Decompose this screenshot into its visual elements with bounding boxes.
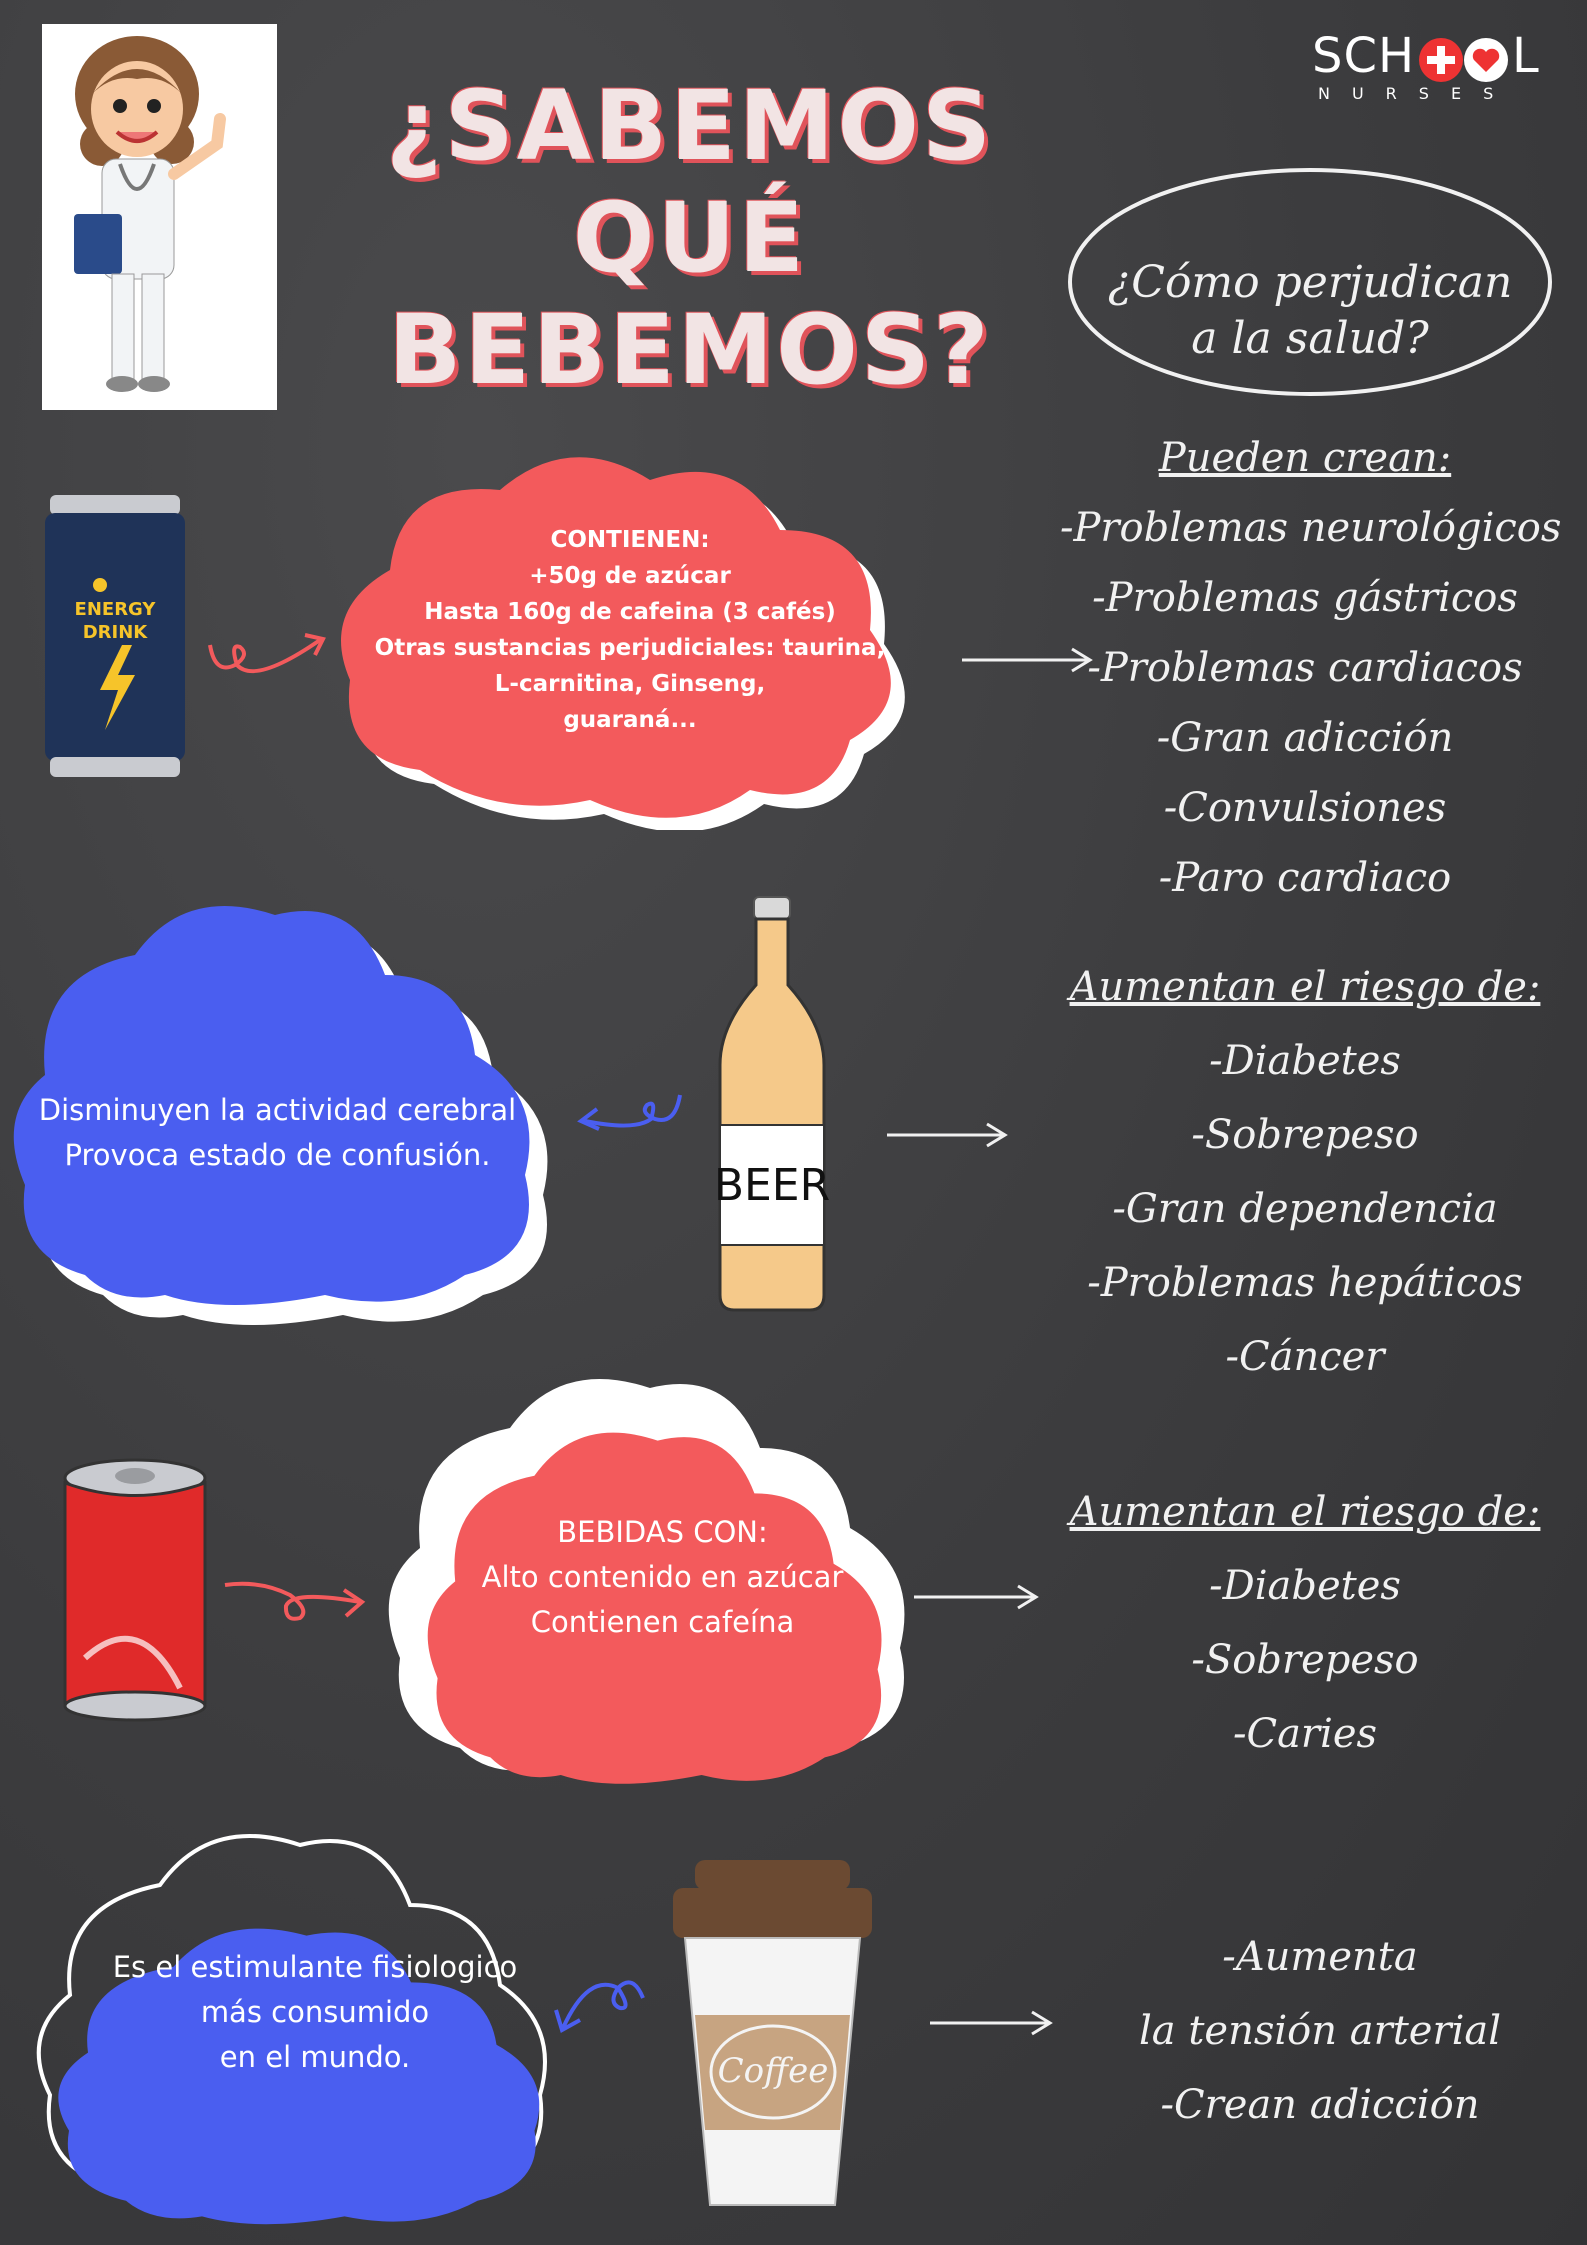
beer-bottle-icon <box>712 895 832 1315</box>
energy-cloud-line: CONTIENEN: <box>550 527 710 553</box>
beer-cloud-line: Disminuyen la actividad cerebral <box>38 1093 517 1127</box>
coffee-effect: -Aumenta <box>1222 1934 1418 1980</box>
soda-cloud-line: Alto contenido en azúcar <box>481 1560 844 1594</box>
beer-label: BEER <box>713 1160 831 1211</box>
energy-effect: -Gran adicción <box>1156 715 1454 761</box>
beer-effect: -Gran dependencia <box>1112 1186 1498 1232</box>
beer-cloud-text <box>25 1088 530 1178</box>
curly-arrow-icon <box>220 1570 370 1630</box>
energy-heading: Pueden crean: <box>1158 435 1452 481</box>
coffee-effect: -Crean adicción <box>1160 2082 1480 2128</box>
beer-effect: -Sobrepeso <box>1191 1112 1419 1158</box>
energy-cloud-line: Otras sustancias perjudiciales: taurina, <box>374 635 886 661</box>
energy-effect: -Problemas gástricos <box>1092 575 1518 621</box>
logo-suffix: L <box>1512 28 1540 84</box>
page-title <box>280 70 1100 406</box>
question-text: ¿Cómo perjudican a la salud? <box>1107 257 1513 364</box>
beer-effect: -Cáncer <box>1225 1334 1385 1380</box>
soda-cloud-line: Contienen cafeína <box>530 1605 795 1639</box>
soda-effect: -Caries <box>1232 1711 1378 1757</box>
curly-arrow-icon <box>575 1085 685 1135</box>
energy-effects <box>1060 423 1562 913</box>
coffee-effects <box>1090 1920 1550 2142</box>
soda-effects <box>1060 1475 1550 1771</box>
soda-heading: Aumentan el riesgo de: <box>1069 1489 1541 1535</box>
energy-cloud-line: L-carnitina, Ginseng, <box>494 671 766 697</box>
energy-cloud-line: guaraná... <box>563 707 697 733</box>
beer-effect: -Diabetes <box>1209 1038 1401 1084</box>
coffee-effect: la tensión arterial <box>1138 2008 1501 2054</box>
coffee-cloud-line: en el mundo. <box>219 2040 411 2074</box>
arrow-right-icon <box>885 1120 1010 1150</box>
energy-effect: -Problemas cardiacos <box>1087 645 1523 691</box>
coffee-cloud-line: Es el estimulante fisiologico <box>112 1950 518 1984</box>
logo-subtitle: NURSES <box>1318 84 1516 103</box>
energy-effect: -Paro cardiaco <box>1158 855 1452 901</box>
coffee-cloud-text <box>90 1945 540 2080</box>
energy-drink-can-icon <box>40 495 190 780</box>
can-label-1: ENERGY <box>74 599 156 620</box>
beer-effects <box>1060 950 1550 1394</box>
soda-can-icon <box>60 1458 210 1728</box>
soda-cloud-line: BEBIDAS CON: <box>557 1515 768 1549</box>
beer-effect: -Problemas hepáticos <box>1087 1260 1523 1306</box>
energy-cloud-line: Hasta 160g de cafeina (3 cafés) <box>424 599 836 625</box>
coffee-cloud-line: más consumido <box>200 1995 430 2029</box>
heart-icon <box>1462 36 1510 84</box>
soda-cloud-text <box>445 1510 880 1645</box>
logo-prefix: SCH <box>1312 28 1416 84</box>
energy-effect: -Problemas neurológicos <box>1060 505 1562 551</box>
soda-effect: -Sobrepeso <box>1191 1637 1419 1683</box>
coffee-label: Coffee <box>717 2051 829 2091</box>
can-label-2: DRINK <box>82 622 148 643</box>
arrow-right-icon <box>912 1582 1042 1612</box>
school-nurses-logo <box>1312 28 1557 108</box>
beer-cloud-line: Provoca estado de confusión. <box>64 1138 491 1172</box>
title-line-2: QUÉ BEBEMOS? <box>388 182 992 406</box>
nurse-icon <box>42 24 277 410</box>
nurse-illustration <box>42 24 277 410</box>
coffee-cup-icon <box>665 1860 880 2215</box>
energy-cloud-text <box>350 522 910 738</box>
title-line-1: ¿SABEMOS <box>385 70 995 182</box>
soda-effect: -Diabetes <box>1209 1563 1401 1609</box>
curly-arrow-icon <box>205 625 335 685</box>
curly-arrow-icon <box>548 1968 648 2038</box>
energy-cloud-line: +50g de azúcar <box>529 563 731 589</box>
beer-heading: Aumentan el riesgo de: <box>1069 964 1541 1010</box>
arrow-right-icon <box>928 2008 1056 2038</box>
cross-icon <box>1417 36 1465 84</box>
energy-effect: -Convulsiones <box>1163 785 1447 831</box>
